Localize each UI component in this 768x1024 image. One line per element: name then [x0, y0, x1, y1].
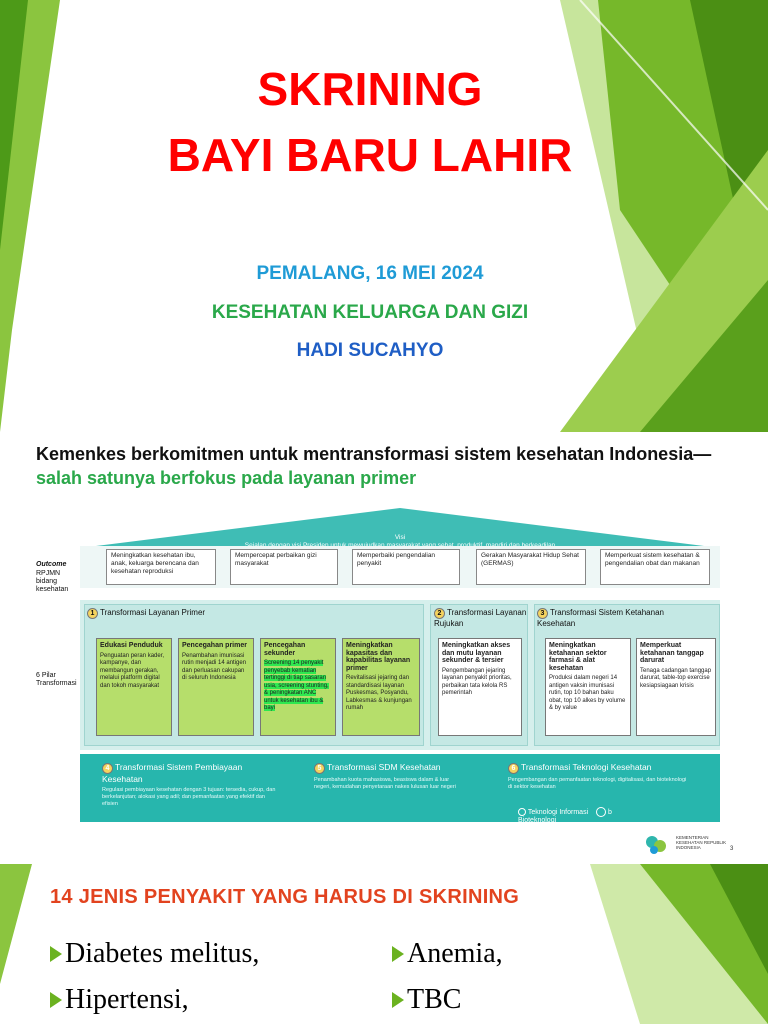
pillar-title: Edukasi Penduduk	[100, 642, 163, 649]
list-item	[392, 984, 461, 1016]
outcome-label: Outcome	[36, 561, 67, 568]
roof-title: Visi	[394, 534, 406, 541]
pilar-label: 6 Pilar Transformasi	[36, 672, 77, 687]
column-primer-title	[87, 608, 227, 619]
pillar-title: Memperkuat ketahanan tanggap darurat	[640, 642, 704, 664]
outcome-box: Gerakan Masyarakat Hidup Sehat (GERMAS)	[476, 549, 586, 585]
bullet-triangle-icon	[392, 992, 404, 1008]
pillar-title: Meningkatkan akses dan mutu layanan sekunder & tersier	[442, 642, 511, 664]
pillar-rujukan	[438, 638, 522, 736]
pillar-text: Produksi dalam negeri 14 antigen vaksin imunisasi rutin, top 10 bahan baku obat, top 10 alkes by volume & by value	[549, 675, 626, 711]
pillar-text: Revitalisasi jejaring dan standardisasi layanan Puskesmas, Posyandu, Labkesmas & kunjungan rumah	[346, 675, 412, 711]
column-title-text: Transformasi Layanan Primer	[100, 608, 206, 617]
circle-icon	[596, 807, 606, 817]
number-badge: 5	[314, 763, 325, 774]
heading-green: salah satunya berfokus pada layanan primer	[36, 468, 417, 488]
pillar-text: Penguatan peran kader, kampanye, dan membangun gerakan, melalui platform digital dan tokoh masyarakat	[100, 652, 165, 689]
bullet-triangle-icon	[50, 992, 62, 1008]
column-rujukan-title	[434, 608, 528, 628]
outcome-box: Memperkuat sistem kesehatan & pengendalian obat dan makanan	[600, 549, 710, 585]
pillar-title: Pencegahan sekunder	[264, 642, 306, 657]
tech-item-label: Teknologi Informasi	[527, 808, 589, 816]
pillar-text: Pengembangan jejaring layanan penyakit prioritas, perbaikan tata kelola RS pemerintah	[442, 667, 512, 696]
list-item-text: TBC	[407, 984, 462, 1015]
kemenkes-logo-icon	[640, 832, 676, 856]
pillar-pencegahan-primer	[178, 638, 254, 736]
bottom-pillar-sdm	[314, 762, 464, 791]
rpjmn-label: RPJMN bidang kesehatan	[36, 570, 69, 593]
pillar-tanggap-darurat	[636, 638, 716, 736]
bottom-text: Pengembangan dan pemanfaatan teknologi, digitalisasi, dan bioteknologi di sektor kesehatan	[508, 777, 687, 790]
list-item-text: Hipertensi,	[65, 984, 189, 1015]
pillar-title: Meningkatkan ketahanan sektor farmasi & alat kesehatan	[549, 642, 607, 672]
heading-black: Kemenkes berkomitmen untuk mentransformasi sistem kesehatan Indonesia—	[36, 444, 712, 464]
list-item-text: Anemia,	[407, 938, 503, 969]
pillar-pencegahan-sekunder	[260, 638, 336, 736]
column-ketahanan-title	[537, 608, 667, 628]
pillar-text: Tenaga cadangan tanggap darurat, table-top exercise kesiapsiagaan krisis	[640, 667, 712, 689]
location-date: PEMALANG, 16 MEI 2024	[256, 263, 484, 284]
logo-text: KEMENTERIAN KESEHATAN REPUBLIK INDONESIA	[676, 835, 727, 850]
bottom-pillar-pembiayaan	[102, 762, 282, 808]
bottom-title: Transformasi Teknologi Kesehatan	[521, 762, 652, 772]
tech-item-label: Bioteknologi	[518, 817, 557, 824]
column-title-text: Transformasi Sistem Ketahanan Kesehatan	[537, 608, 664, 628]
bottom-text: Penambahan kuota mahasiswa, beasiswa dalam & luar negeri, kemudahan penyetaraan nakes lulusan luar negeri	[314, 777, 456, 790]
tech-items	[518, 807, 612, 825]
number-badge: 2	[434, 608, 445, 619]
bottom-title: Transformasi SDM Kesehatan	[327, 762, 441, 772]
bottom-title: Transformasi Sistem Pembiayaan Kesehatan	[102, 762, 243, 784]
outcome-box: Mempercepat perbaikan gizi masyarakat	[230, 549, 338, 585]
title-line-2: BAYI BARU LAHIR	[167, 129, 573, 181]
presenter: HADI SUCAHYO	[296, 340, 444, 361]
bullet-triangle-icon	[50, 946, 62, 962]
number-badge: 1	[87, 608, 98, 619]
list-item	[50, 938, 259, 970]
bottom-text: Regulasi pembiayaan kesehatan dengan 3 tujuan: tersedia, cukup, dan berkelanjutan; alokasi yang adil; dan pemanfaatan yang efektif dan efisien	[102, 787, 276, 807]
title-line-1: SKRINING	[257, 63, 483, 115]
outcome-box: Meningkatkan kesehatan ibu, anak, keluarga berencana dan kesehatan reproduksi	[106, 549, 216, 585]
number-badge: 3	[537, 608, 548, 619]
slide-title: 14 JENIS PENYAKIT YANG HARUS DI SKRINING	[50, 886, 520, 908]
circle-icon	[518, 808, 526, 816]
pillar-text: Penambahan imunisasi rutin menjadi 14 antigen dan perluasan cakupan di seluruh Indonesia	[182, 652, 247, 681]
department: KESEHATAN KELUARGA DAN GIZI	[211, 302, 529, 323]
list-item	[50, 984, 189, 1016]
pillar-farmasi	[545, 638, 631, 736]
pillar-title: Pencegahan primer	[182, 642, 247, 649]
outcome-box: Memperbaiki pengendalian penyakit	[352, 549, 460, 585]
disease-list-slide	[0, 864, 768, 1024]
column-title-text: Transformasi Layanan Rujukan	[434, 608, 527, 628]
slide-heading	[36, 442, 736, 490]
tech-item-label: b	[608, 808, 612, 816]
title-slide	[0, 0, 768, 432]
number-badge: 4	[102, 763, 113, 774]
pillar-edukasi	[96, 638, 172, 736]
bottom-pillar-teknologi	[508, 762, 688, 791]
list-item-text: Diabetes melitus,	[65, 938, 260, 969]
transformation-slide	[0, 432, 768, 864]
pillar-kapasitas	[342, 638, 420, 736]
pillar-text-highlighted: Screening 14 penyakit penyebab kematian tertinggi di tiap sasaran usia, screening stunting, & peningkatan ANC untuk kesehatan ibu & bayi	[264, 660, 329, 711]
page-number: 3	[730, 846, 734, 852]
bullet-triangle-icon	[392, 946, 404, 962]
number-badge: 6	[508, 763, 519, 774]
pillar-title: Meningkatkan kapasitas dan kapabilitas layanan primer	[346, 642, 411, 672]
list-item	[392, 938, 503, 970]
